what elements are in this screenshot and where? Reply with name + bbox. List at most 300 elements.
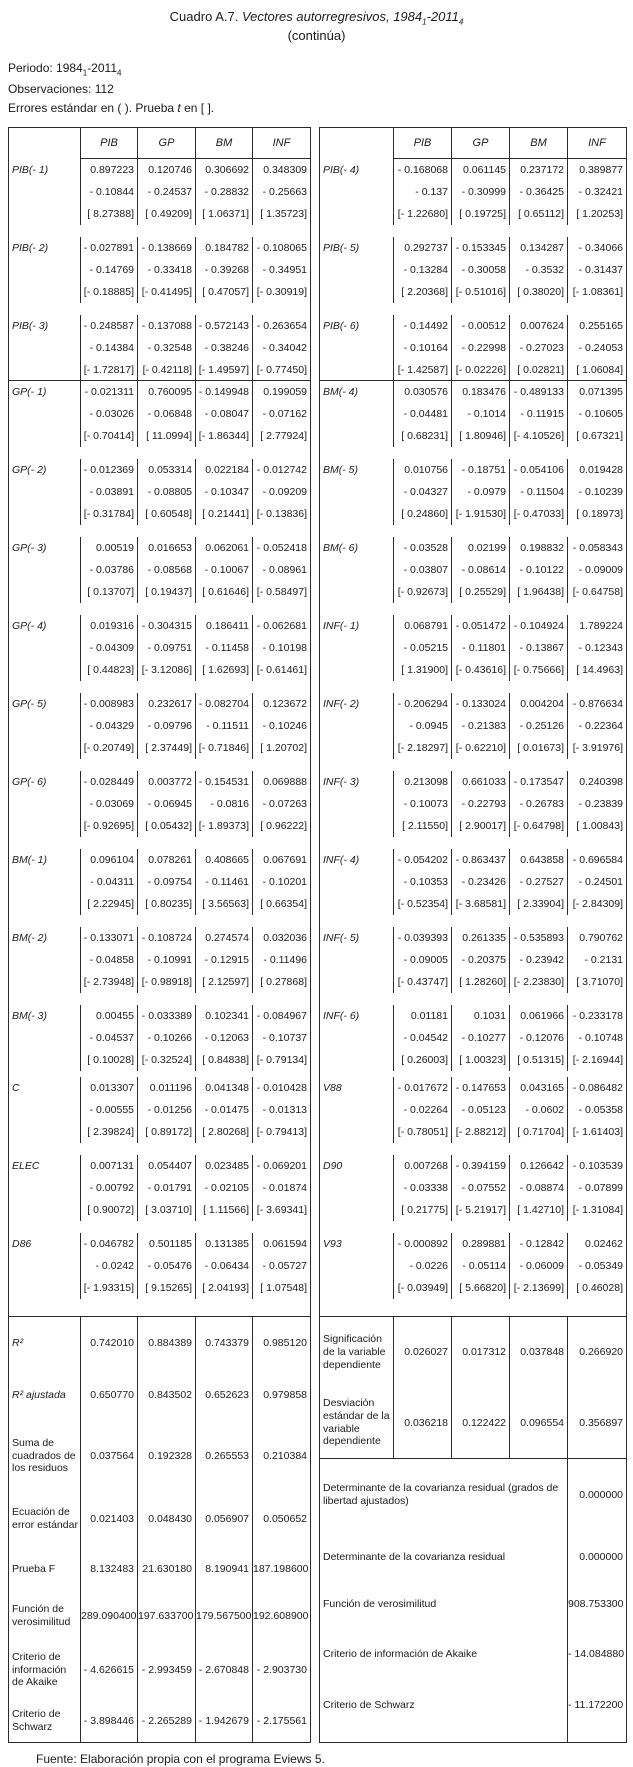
tstat-cell: [ 0.84838] bbox=[196, 1049, 253, 1071]
coef-cell: 0.062061 bbox=[196, 537, 253, 559]
stderr-cell: - 0.24537 bbox=[138, 181, 196, 203]
coef-cell: - 0.084967 bbox=[256, 1009, 307, 1022]
stderr-cell: - 0.08961 bbox=[262, 563, 307, 576]
coef-cell: 0.007131 bbox=[81, 1155, 138, 1177]
stderr-cell: - 0.12076 bbox=[510, 1027, 568, 1049]
stderr-cell: - 0.08047 bbox=[196, 403, 253, 425]
var-t-row bbox=[9, 1121, 311, 1143]
stat-value: 0.050652 bbox=[263, 1512, 307, 1525]
var-se-row bbox=[320, 1099, 627, 1121]
row-label: C bbox=[9, 1077, 81, 1099]
row-label-empty bbox=[320, 815, 394, 837]
coef-cell: - 0.082704 bbox=[196, 693, 253, 715]
stat-label: Función de verosimilitud bbox=[9, 1591, 81, 1641]
coef-cell: - 0.012369 bbox=[81, 459, 138, 481]
var-coef-row bbox=[9, 1005, 311, 1027]
tstat-cell: [- 0.20749] bbox=[81, 737, 138, 759]
tstat-cell: [ 1.31900] bbox=[394, 659, 452, 681]
stat-value: 179.567500 bbox=[196, 1591, 253, 1641]
coef-cell: 0.019316 bbox=[81, 615, 138, 637]
var-se-row bbox=[9, 559, 311, 581]
tstat-cell: [- 0.18885] bbox=[81, 281, 138, 303]
row-label-empty bbox=[320, 1199, 394, 1221]
coef-cell: 1.789224 bbox=[579, 619, 623, 632]
tstat-cell: [- 0.92673] bbox=[394, 581, 452, 603]
var-t-row bbox=[9, 359, 311, 381]
stderr-cell: - 0.31437 bbox=[578, 263, 623, 276]
row-label: INF(- 4) bbox=[320, 849, 394, 871]
stderr-cell: - 0.0816 bbox=[196, 793, 253, 815]
coef-cell: 0.261335 bbox=[452, 927, 510, 949]
title-subscript-1: 1 bbox=[422, 17, 427, 27]
stat-value: 0.037564 bbox=[81, 1421, 138, 1491]
tstat-cell: [ 1.00843] bbox=[576, 819, 623, 832]
row-label: BM(- 5) bbox=[320, 459, 394, 481]
tstat-cell: [ 2.90017] bbox=[452, 815, 510, 837]
tstat-cell: [- 2.73948] bbox=[81, 971, 138, 993]
coef-cell: 0.120746 bbox=[138, 159, 196, 181]
stderr-cell: - 0.10748 bbox=[578, 1031, 623, 1044]
var-t-row bbox=[9, 737, 311, 759]
row-label-empty bbox=[9, 1049, 81, 1071]
stat-value: 0.037848 bbox=[510, 1317, 568, 1387]
spacer-row bbox=[9, 759, 311, 771]
stderr-cell: - 0.09754 bbox=[138, 871, 196, 893]
row-label-empty bbox=[320, 1027, 394, 1049]
tstat-cell: [ 0.51315] bbox=[510, 1049, 568, 1071]
coef-cell: 0.408665 bbox=[196, 849, 253, 871]
tstat-cell: [ 2.20368] bbox=[394, 281, 452, 303]
stderr-cell: - 0.07552 bbox=[452, 1177, 510, 1199]
stderr-cell: - 0.07162 bbox=[262, 407, 307, 420]
var-se-row bbox=[9, 1255, 311, 1277]
stderr-cell: - 0.12063 bbox=[196, 1027, 253, 1049]
stderr-cell: - 0.09751 bbox=[138, 637, 196, 659]
header-row bbox=[320, 128, 627, 159]
stat-value: 0.056907 bbox=[196, 1491, 253, 1547]
stderr-cell: - 0.05476 bbox=[138, 1255, 196, 1277]
stderr-cell: - 0.10198 bbox=[262, 641, 307, 654]
tstat-cell: [ 2.22945] bbox=[81, 893, 138, 915]
tstat-cell: [ 0.71704] bbox=[510, 1121, 568, 1143]
var-t-row bbox=[320, 893, 627, 915]
stat-wide-label: Criterio de información de Akaike bbox=[320, 1625, 568, 1683]
stat-value: 0.985120 bbox=[253, 1317, 311, 1369]
tstat-cell: [ 2.12597] bbox=[196, 971, 253, 993]
spacer-row bbox=[9, 915, 311, 927]
stderr-cell: - 0.01313 bbox=[262, 1103, 307, 1116]
tstat-cell: [ 1.00323] bbox=[452, 1049, 510, 1071]
stderr-cell: - 0.3532 bbox=[510, 259, 568, 281]
var-coef-row bbox=[9, 315, 311, 337]
coef-cell: 0.032036 bbox=[263, 931, 307, 944]
coef-cell: - 0.027891 bbox=[81, 237, 138, 259]
var-coef-row bbox=[320, 1233, 627, 1255]
spacer-row bbox=[9, 447, 311, 459]
row-label-empty bbox=[320, 637, 394, 659]
var-t-row bbox=[9, 1199, 311, 1221]
stderr-cell: - 0.10347 bbox=[196, 481, 253, 503]
row-label: GP(- 3) bbox=[9, 537, 81, 559]
tstat-cell: [- 0.31784] bbox=[81, 503, 138, 525]
var-se-row bbox=[9, 337, 311, 359]
stderr-cell: - 0.12915 bbox=[196, 949, 253, 971]
row-label-empty bbox=[9, 503, 81, 525]
coef-cell: 0.053314 bbox=[138, 459, 196, 481]
tstat-cell: [- 3.68581] bbox=[452, 893, 510, 915]
tstat-cell: [ 1.11566] bbox=[196, 1199, 253, 1221]
stderr-cell: - 0.0226 bbox=[394, 1255, 452, 1277]
meta-observaciones: Observaciones: 112 bbox=[8, 82, 114, 97]
stderr-cell: - 0.04858 bbox=[81, 949, 138, 971]
row-label-empty bbox=[320, 281, 394, 303]
stderr-cell: - 0.03338 bbox=[394, 1177, 452, 1199]
coef-cell: 0.289881 bbox=[452, 1233, 510, 1255]
tstat-cell: [- 2.13699] bbox=[510, 1277, 568, 1299]
stat-label: Criterio de Schwarz bbox=[9, 1699, 81, 1743]
coef-cell: 0.007624 bbox=[510, 315, 568, 337]
spacer-row bbox=[9, 1221, 311, 1233]
spacer-row bbox=[9, 1299, 311, 1317]
col-header: BM bbox=[510, 128, 568, 159]
coef-cell: 0.255165 bbox=[579, 319, 623, 332]
stderr-cell: - 0.2131 bbox=[584, 953, 623, 966]
tstat-cell: [- 2.18297] bbox=[394, 737, 452, 759]
stat-label: R² bbox=[9, 1317, 81, 1369]
coef-cell: 0.501185 bbox=[138, 1233, 196, 1255]
row-label-empty bbox=[320, 871, 394, 893]
var-se-row bbox=[9, 1099, 311, 1121]
row-label: V88 bbox=[320, 1077, 394, 1099]
tstat-cell: [ 0.21441] bbox=[196, 503, 253, 525]
tstat-cell: [- 0.43747] bbox=[394, 971, 452, 993]
row-label: INF(- 6) bbox=[320, 1005, 394, 1027]
stderr-cell: - 0.02105 bbox=[196, 1177, 253, 1199]
var-coef-row bbox=[9, 159, 311, 181]
coef-cell: 0.790762 bbox=[579, 931, 623, 944]
stderr-cell: - 0.34042 bbox=[262, 341, 307, 354]
row-label: GP(- 2) bbox=[9, 459, 81, 481]
stderr-cell: - 0.0945 bbox=[394, 715, 452, 737]
row-label: ELEC bbox=[9, 1155, 81, 1177]
var-t-row bbox=[320, 281, 627, 303]
var-coef-row bbox=[9, 693, 311, 715]
stderr-cell: - 0.24501 bbox=[578, 875, 623, 888]
row-label: BM(- 6) bbox=[320, 537, 394, 559]
tstat-cell: [- 0.75666] bbox=[510, 659, 568, 681]
stat-row bbox=[9, 1591, 311, 1641]
spacer-row bbox=[9, 1143, 311, 1155]
coef-cell: 0.013307 bbox=[81, 1077, 138, 1099]
tstat-cell: [- 0.51016] bbox=[452, 281, 510, 303]
tstat-cell: [ 0.10028] bbox=[81, 1049, 138, 1071]
var-se-row bbox=[320, 949, 627, 971]
stat-row bbox=[320, 1387, 627, 1459]
stderr-cell: - 0.12343 bbox=[578, 641, 623, 654]
stderr-cell: - 0.08874 bbox=[510, 1177, 568, 1199]
spacer-row bbox=[320, 837, 627, 849]
tstat-cell: [ 1.20702] bbox=[260, 741, 307, 754]
stat-value: 0.048430 bbox=[138, 1491, 196, 1547]
stderr-cell: - 0.10277 bbox=[452, 1027, 510, 1049]
coef-cell: - 0.039393 bbox=[394, 927, 452, 949]
stat-value: 0.652623 bbox=[196, 1369, 253, 1421]
coef-cell: - 0.138669 bbox=[138, 237, 196, 259]
tstat-cell: [ 0.80235] bbox=[138, 893, 196, 915]
meta-errores: Errores estándar en ( ). Prueba t en [ ]. bbox=[8, 101, 215, 116]
row-label-empty bbox=[9, 871, 81, 893]
row-label-empty bbox=[9, 425, 81, 447]
stderr-cell: - 0.10239 bbox=[578, 485, 623, 498]
stderr-cell: - 0.03891 bbox=[81, 481, 138, 503]
row-label-empty bbox=[9, 637, 81, 659]
stat-wide-row bbox=[320, 1531, 627, 1583]
coef-cell: - 0.394159 bbox=[452, 1155, 510, 1177]
stat-row bbox=[9, 1369, 311, 1421]
row-label: INF(- 2) bbox=[320, 693, 394, 715]
stderr-cell: - 0.30999 bbox=[452, 181, 510, 203]
stat-wide-row bbox=[320, 1625, 627, 1683]
var-se-row bbox=[9, 637, 311, 659]
col-header: BM bbox=[196, 128, 253, 159]
stderr-cell: - 0.27527 bbox=[510, 871, 568, 893]
row-label-empty bbox=[9, 1199, 81, 1221]
tstat-cell: [ 0.13707] bbox=[81, 581, 138, 603]
coef-cell: - 0.153345 bbox=[452, 237, 510, 259]
stderr-cell: - 0.23839 bbox=[578, 797, 623, 810]
coef-cell: 0.007268 bbox=[394, 1155, 452, 1177]
tstat-cell: [- 0.62210] bbox=[452, 737, 510, 759]
stat-row bbox=[9, 1491, 311, 1547]
tstat-cell: [ 0.27868] bbox=[260, 975, 307, 988]
row-label-empty bbox=[320, 659, 394, 681]
spacer-row bbox=[9, 225, 311, 237]
source-note: Fuente: Elaboración propia con el programa Eviews 5. bbox=[36, 1752, 325, 1767]
tstat-cell: [- 0.71846] bbox=[196, 737, 253, 759]
spacer-row bbox=[9, 303, 311, 315]
row-label-empty bbox=[320, 359, 394, 381]
coef-cell: 0.198832 bbox=[510, 537, 568, 559]
coef-cell: - 0.263654 bbox=[256, 319, 307, 332]
stderr-cell: - 0.14384 bbox=[81, 337, 138, 359]
var-t-row bbox=[9, 815, 311, 837]
filler-row bbox=[320, 1727, 627, 1743]
tstat-cell: [ 2.77924] bbox=[260, 429, 307, 442]
coef-cell: 0.016653 bbox=[138, 537, 196, 559]
spacer-row bbox=[9, 993, 311, 1005]
row-label-empty bbox=[9, 281, 81, 303]
tstat-cell: [- 0.64758] bbox=[572, 585, 623, 598]
tstat-cell: [ 0.19437] bbox=[138, 581, 196, 603]
stat-row bbox=[9, 1699, 311, 1743]
stderr-cell: - 0.05123 bbox=[452, 1099, 510, 1121]
var-coef-row bbox=[320, 771, 627, 793]
stat-value: 21.630180 bbox=[138, 1547, 196, 1591]
stderr-cell: - 0.10266 bbox=[138, 1027, 196, 1049]
row-label-empty bbox=[320, 559, 394, 581]
var-table-right-container bbox=[319, 127, 627, 1743]
stat-wide-label: Criterio de Schwarz bbox=[320, 1683, 568, 1727]
tstat-cell: [ 0.61646] bbox=[196, 581, 253, 603]
var-coef-row bbox=[9, 1077, 311, 1099]
row-label-empty bbox=[320, 259, 394, 281]
tstat-cell: [ 0.89172] bbox=[138, 1121, 196, 1143]
var-coef-row bbox=[320, 927, 627, 949]
stat-value: 8.190941 bbox=[196, 1547, 253, 1591]
var-coef-row bbox=[320, 459, 627, 481]
var-coef-row bbox=[320, 849, 627, 871]
spacer-row bbox=[320, 681, 627, 693]
stat-value: 192.608900 bbox=[253, 1609, 309, 1622]
stat-label: R² ajustada bbox=[9, 1369, 81, 1421]
coef-cell: - 0.012742 bbox=[256, 463, 307, 476]
stat-value: 0.265553 bbox=[196, 1421, 253, 1491]
row-label-empty bbox=[320, 737, 394, 759]
stderr-cell: - 0.30058 bbox=[452, 259, 510, 281]
coef-cell: - 0.34066 bbox=[578, 241, 623, 254]
tstat-cell: [ 3.71070] bbox=[576, 975, 623, 988]
tstat-cell: [- 0.47033] bbox=[510, 503, 568, 525]
stat-value: 0.122422 bbox=[452, 1387, 510, 1459]
stderr-cell: - 0.22793 bbox=[452, 793, 510, 815]
filler-cell bbox=[568, 1727, 627, 1743]
tstat-cell: [- 0.98918] bbox=[138, 971, 196, 993]
var-se-row bbox=[320, 481, 627, 503]
var-t-row bbox=[9, 581, 311, 603]
tstat-cell: [ 0.96222] bbox=[260, 819, 307, 832]
var-t-row bbox=[320, 581, 627, 603]
row-label-empty bbox=[320, 481, 394, 503]
var-se-row bbox=[320, 715, 627, 737]
coef-cell: 0.232617 bbox=[138, 693, 196, 715]
coef-cell: - 0.863437 bbox=[452, 849, 510, 871]
stderr-cell: - 0.38246 bbox=[196, 337, 253, 359]
stat-wide-label: Determinante de la covarianza residual bbox=[320, 1531, 568, 1583]
stat-value: 0.884389 bbox=[138, 1317, 196, 1369]
coef-cell: - 0.052418 bbox=[256, 541, 307, 554]
coef-cell: 0.199059 bbox=[253, 381, 311, 403]
stderr-cell: - 0.08568 bbox=[138, 559, 196, 581]
row-label: PIB(- 2) bbox=[9, 237, 81, 259]
var-coef-row bbox=[320, 1005, 627, 1027]
stderr-cell: - 0.33418 bbox=[138, 259, 196, 281]
coef-cell: 0.389877 bbox=[579, 164, 623, 177]
row-label-empty bbox=[9, 337, 81, 359]
stat-label: Criterio de información de Akaike bbox=[9, 1641, 81, 1699]
stat-value: 0.036218 bbox=[394, 1387, 452, 1459]
spacer-row bbox=[320, 1221, 627, 1233]
row-label: PIB(- 1) bbox=[9, 159, 81, 181]
row-label-empty bbox=[9, 971, 81, 993]
tstat-cell: [- 5.21917] bbox=[452, 1199, 510, 1221]
var-coef-row bbox=[9, 771, 311, 793]
coef-cell: 0.348309 bbox=[263, 164, 307, 177]
tstat-cell: [ 0.65112] bbox=[510, 203, 568, 225]
spacer-row bbox=[320, 603, 627, 615]
row-label-empty bbox=[320, 1177, 394, 1199]
col-header: INF bbox=[568, 128, 627, 159]
row-label-empty bbox=[9, 1255, 81, 1277]
stderr-cell: - 0.07263 bbox=[262, 797, 307, 810]
stat-label: Prueba F bbox=[9, 1547, 81, 1591]
tstat-cell: [ 0.47057] bbox=[196, 281, 253, 303]
stderr-cell: - 0.08805 bbox=[138, 481, 196, 503]
coef-cell: 0.760095 bbox=[138, 381, 196, 403]
spacer-row bbox=[320, 759, 627, 771]
stderr-cell: - 0.03026 bbox=[81, 403, 138, 425]
var-se-row bbox=[9, 259, 311, 281]
stderr-cell: - 0.11511 bbox=[196, 715, 253, 737]
coef-cell: 0.240398 bbox=[579, 775, 623, 788]
tstat-cell: [- 2.84309] bbox=[572, 897, 623, 910]
stderr-cell: - 0.13867 bbox=[510, 637, 568, 659]
coef-cell: 0.183476 bbox=[452, 381, 510, 403]
tstat-cell: [ 0.19725] bbox=[452, 203, 510, 225]
corner-cell bbox=[320, 128, 394, 159]
var-t-row bbox=[320, 425, 627, 447]
stderr-cell: - 0.32548 bbox=[138, 337, 196, 359]
coef-cell: 0.071395 bbox=[568, 381, 627, 403]
coef-cell: 0.043165 bbox=[510, 1077, 568, 1099]
row-label: BM(- 2) bbox=[9, 927, 81, 949]
var-se-row bbox=[320, 637, 627, 659]
coef-cell: - 0.233178 bbox=[572, 1009, 623, 1022]
coef-cell: 0.067691 bbox=[263, 853, 307, 866]
coef-cell: 0.023485 bbox=[196, 1155, 253, 1177]
tstat-cell: [- 0.32524] bbox=[138, 1049, 196, 1071]
var-t-row bbox=[9, 203, 311, 225]
corner-cell bbox=[9, 128, 81, 159]
tstat-cell: [- 0.61461] bbox=[256, 663, 307, 676]
tstat-cell: [- 0.30919] bbox=[256, 285, 307, 298]
stderr-cell: - 0.21383 bbox=[452, 715, 510, 737]
stderr-cell: - 0.0602 bbox=[510, 1099, 568, 1121]
stderr-cell: - 0.10164 bbox=[394, 337, 452, 359]
row-label-empty bbox=[320, 503, 394, 525]
tstat-cell: [ 11.0994] bbox=[138, 425, 196, 447]
var-t-row bbox=[320, 815, 627, 837]
row-label: INF(- 3) bbox=[320, 771, 394, 793]
row-label: BM(- 3) bbox=[9, 1005, 81, 1027]
meta-periodo: Periodo: $1984_1-2011_4$ bbox=[8, 60, 122, 78]
row-label: GP(- 4) bbox=[9, 615, 81, 637]
tstat-cell: [ 1.35723] bbox=[260, 207, 307, 220]
stat-wide-label: Función de verosimilitud bbox=[320, 1583, 568, 1625]
stderr-cell: - 0.09005 bbox=[394, 949, 452, 971]
coef-cell: 0.02199 bbox=[452, 537, 510, 559]
coef-cell: - 0.18751 bbox=[452, 459, 510, 481]
coef-cell: 0.068791 bbox=[394, 615, 452, 637]
stat-wide-row bbox=[320, 1459, 627, 1531]
spacer-row bbox=[320, 1299, 627, 1317]
tstat-cell: [ 1.28260] bbox=[452, 971, 510, 993]
var-se-row bbox=[9, 403, 311, 425]
stat-value: 0.356897 bbox=[579, 1416, 623, 1429]
tstat-cell: [- 1.22680] bbox=[394, 203, 452, 225]
var-tables-row bbox=[0, 127, 633, 1743]
stderr-cell: - 0.01256 bbox=[138, 1099, 196, 1121]
stderr-cell: - 0.10073 bbox=[394, 793, 452, 815]
var-coef-row bbox=[9, 1155, 311, 1177]
tstat-cell: [- 1.72817] bbox=[81, 359, 138, 381]
coef-cell: 0.096104 bbox=[81, 849, 138, 871]
tstat-cell: [ 1.42710] bbox=[510, 1199, 568, 1221]
right_table-table bbox=[319, 127, 627, 1743]
table-subtitle: (continúa) bbox=[287, 27, 346, 43]
tstat-cell: [ 2.33904] bbox=[510, 893, 568, 915]
var-se-row bbox=[9, 871, 311, 893]
coef-cell: 0.010756 bbox=[394, 459, 452, 481]
